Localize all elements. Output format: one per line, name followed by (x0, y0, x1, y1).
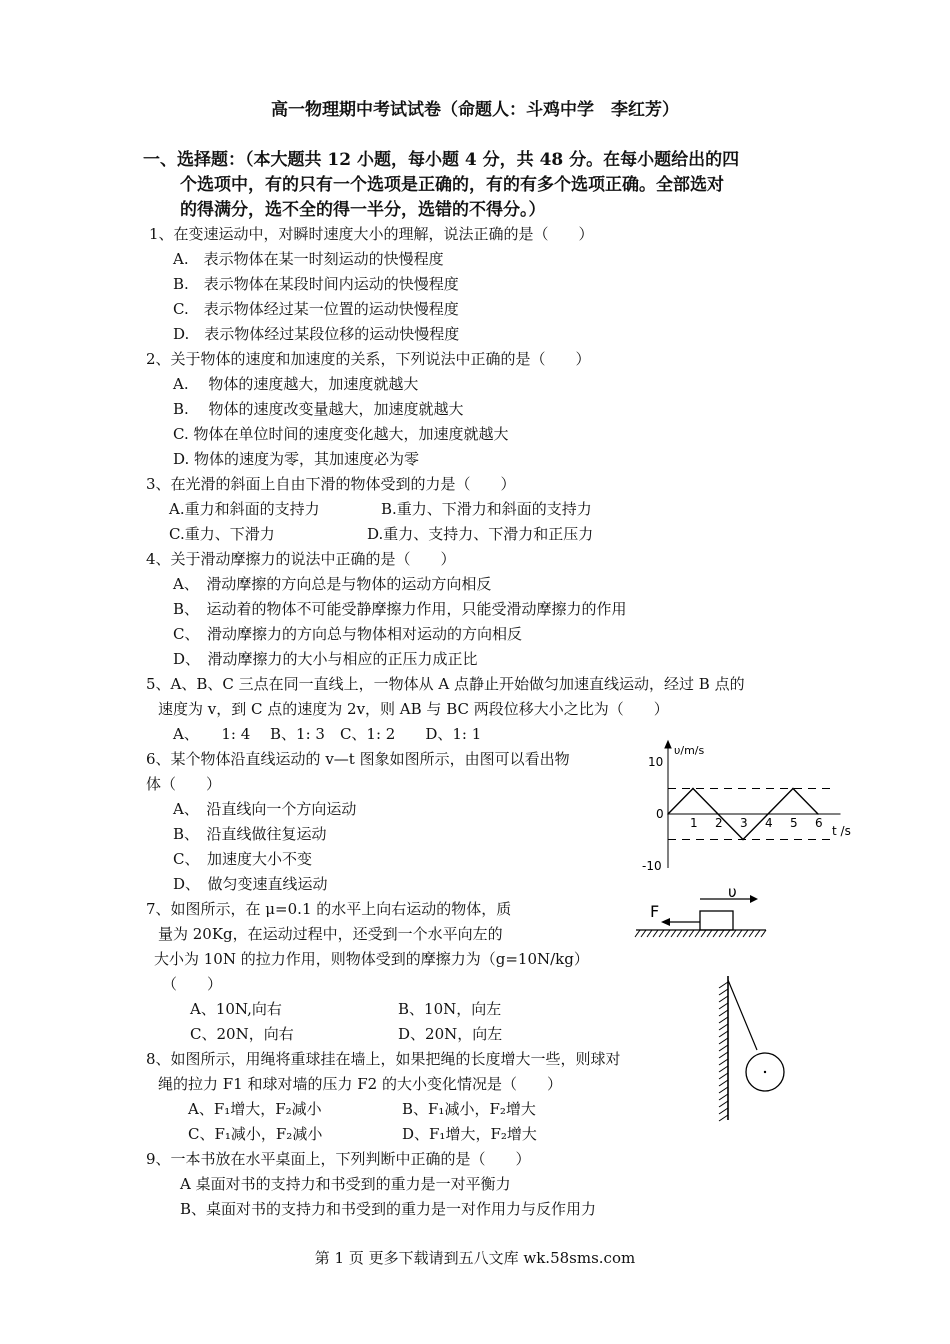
force-arrow-head (661, 918, 670, 926)
q6-stem-line2: 体（ ） (146, 775, 222, 793)
q2-option-c: C. 物体在单位时间的速度变化越大，加速度就越大 (173, 425, 509, 443)
q2-option-b: B. 物体的速度改变量越大，加速度就越大 (173, 400, 464, 418)
q8-option-b: B、F₁减小，F₂增大 (402, 1100, 536, 1118)
q9-stem: 9、一本书放在水平桌面上，下列判断中正确的是（ ） (146, 1150, 531, 1168)
vt-data-point (792, 788, 794, 790)
q4-option-a: A、 滑动摩擦的方向总是与物体的运动方向相反 (173, 575, 492, 593)
hatch-line (635, 930, 640, 937)
q7-option-c: C、20N，向右 (190, 1025, 294, 1043)
q6-option-c: C、 加速度大小不变 (173, 850, 312, 868)
hatch-line (707, 930, 712, 937)
q3-option-d: D.重力、支持力、下滑力和正压力 (367, 525, 594, 543)
block-force-figure (632, 883, 772, 943)
hatch-line (719, 1017, 728, 1023)
q7-stem-line2: 量为 20Kg，在运动过程中，还受到一个水平向左的 (158, 925, 503, 943)
velocity-arrow-head (750, 895, 758, 903)
vt-data-point (742, 839, 744, 841)
hatch-line (719, 996, 728, 1002)
q7-stem-line4: （ ） (162, 975, 223, 993)
hatch-line (719, 1045, 728, 1051)
hatch-line (749, 930, 754, 937)
vt-y-axis-arrow (665, 741, 671, 748)
q4-option-d: D、 滑动摩擦力的大小与相应的正压力成正比 (173, 650, 478, 668)
q7-stem-line1: 7、如图所示，在 μ=0.1 的水平上向右运动的物体，质 (146, 900, 512, 918)
q8-option-c: C、F₁减小，F₂减小 (188, 1125, 323, 1143)
hatch-line (719, 1066, 728, 1072)
hatch-line (719, 1052, 728, 1058)
q6-option-a: A、 沿直线向一个方向运动 (173, 800, 357, 818)
ball-center-dot (764, 1071, 766, 1073)
hatch-line (731, 930, 736, 937)
q3-option-a: A.重力和斜面的支持力 (169, 500, 320, 518)
vt-y-tick-neg10: -10 (642, 859, 662, 873)
hatch-line (641, 930, 646, 937)
q7-option-d: D、20N，向左 (398, 1025, 503, 1043)
force-label: F (650, 902, 660, 921)
hatch-line (719, 930, 724, 937)
q4-stem: 4、关于滑动摩擦力的说法中正确的是（ ） (146, 550, 456, 568)
vt-data-point (717, 813, 719, 815)
hatch-line (719, 1003, 728, 1009)
wall-hatch (719, 982, 728, 1121)
hatch-line (719, 1031, 728, 1037)
vt-data-point (667, 813, 669, 815)
hatch-line (719, 1115, 728, 1121)
section-heading-line2: 个选项中，有的只有一个选项是正确的，有的有多个选项正确。全部选对 (180, 175, 724, 195)
section-heading-line1: 一、选择题：（本大题共 12 小题，每小题 4 分，共 48 分。在每小题给出的四 (143, 150, 740, 170)
rope (728, 980, 757, 1050)
vt-x-tick-6: 6 (815, 816, 823, 830)
vt-x-tick-2: 2 (715, 816, 723, 830)
q3-option-c: C.重力、下滑力 (169, 525, 275, 543)
hatch-line (719, 1059, 728, 1065)
q1-option-b: B. 表示物体在某段时间内运动的快慢程度 (173, 275, 459, 293)
page-title: 高一物理期中考试试卷（命题人：斗鸡中学 李红芳） (271, 100, 679, 120)
hatch-line (719, 1024, 728, 1030)
q7-option-a: A、10N,向右 (190, 1000, 282, 1018)
vt-x-tick-5: 5 (790, 816, 798, 830)
vt-x-axis-label: t /s (832, 824, 851, 838)
q1-stem: 1、在变速运动中，对瞬时速度大小的理解，说法正确的是（ ） (149, 225, 594, 243)
q5-stem-line1: 5、A、B、C 三点在同一直线上，一物体从 A 点静止开始做匀加速直线运动，经过 B 点的 (146, 675, 745, 693)
q6-option-b: B、 沿直线做往复运动 (173, 825, 327, 843)
hatch-line (719, 989, 728, 995)
q7-stem-line3: 大小为 10N 的拉力作用，则物体受到的摩擦力为（g=10N/kg） (154, 950, 589, 968)
page-footer: 第 1 页 更多下载请到五八文库 wk.58sms.com (314, 1249, 636, 1267)
block (700, 911, 733, 930)
q8-option-a: A、F₁增大，F₂减小 (188, 1100, 322, 1118)
q8-stem-line1: 8、如图所示，用绳将重球挂在墙上，如果把绳的长度增大一些，则球对 (146, 1050, 621, 1068)
vt-x-tick-3: 3 (740, 816, 748, 830)
hatch-line (701, 930, 706, 937)
hatch-line (719, 1087, 728, 1093)
hatch-line (719, 1038, 728, 1044)
hatch-line (743, 930, 748, 937)
section-heading-line3: 的得满分，选不全的得一半分，选错的不得分。） (180, 200, 546, 220)
hatch-line (719, 1073, 728, 1079)
q3-stem: 3、在光滑的斜面上自由下滑的物体受到的力是（ ） (146, 475, 516, 493)
q9-option-a: A 桌面对书的支持力和书受到的重力是一对平衡力 (180, 1175, 511, 1193)
q2-stem: 2、关于物体的速度和加速度的关系，下列说法中正确的是（ ） (146, 350, 591, 368)
q9-option-b: B、桌面对书的支持力和书受到的重力是一对作用力与反作用力 (180, 1200, 597, 1218)
q4-option-c: C、 滑动摩擦力的方向总与物体相对运动的方向相反 (173, 625, 522, 643)
hatch-line (719, 1010, 728, 1016)
hatch-line (659, 930, 664, 937)
hatch-line (677, 930, 682, 937)
q1-option-d: D. 表示物体经过某段位移的运动快慢程度 (173, 325, 460, 343)
hatch-line (653, 930, 658, 937)
q5-options: A、 1: 4 B、1: 3 C、1: 2 D、1: 1 (173, 725, 482, 743)
vt-x-tick-1: 1 (690, 816, 698, 830)
hatch-line (683, 930, 688, 937)
vt-data-point (767, 813, 769, 815)
q3-option-b: B.重力、下滑力和斜面的支持力 (381, 500, 592, 518)
hatch-line (713, 930, 718, 937)
hatch-line (755, 930, 760, 937)
hatch-line (719, 1094, 728, 1100)
q4-option-b: B、 运动着的物体不可能受静摩擦力作用，只能受滑动摩擦力的作用 (173, 600, 627, 618)
q5-stem-line2: 速度为 v，到 C 点的速度为 2v，则 AB 与 BC 两段位移大小之比为（ ） (158, 700, 669, 718)
hatch-line (719, 1108, 728, 1114)
hatch-line (689, 930, 694, 937)
hatch-line (665, 930, 670, 937)
velocity-label: υ (728, 883, 737, 901)
hatch-line (719, 982, 728, 988)
hatch-line (671, 930, 676, 937)
q7-option-b: B、10N，向左 (398, 1000, 502, 1018)
q2-option-a: A. 物体的速度越大，加速度就越大 (173, 375, 419, 393)
vt-graph-figure (640, 738, 851, 873)
q8-stem-line2: 绳的拉力 F1 和球对墙的压力 F2 的大小变化情况是（ ） (158, 1075, 562, 1093)
vt-y-axis-label: υ/m/s (674, 744, 705, 757)
hatch-line (725, 930, 730, 937)
q6-option-d: D、 做匀变速直线运动 (173, 875, 328, 893)
vt-data-point (817, 813, 819, 815)
wall-ball-figure (705, 972, 805, 1122)
hatch-line (695, 930, 700, 937)
q1-option-c: C. 表示物体经过某一位置的运动快慢程度 (173, 300, 459, 318)
hatch-line (719, 1080, 728, 1086)
hatch-line (719, 1101, 728, 1107)
q2-option-d: D. 物体的速度为零，其加速度必为零 (173, 450, 420, 468)
hatch-line (647, 930, 652, 937)
ground-hatch (635, 930, 766, 937)
vt-y-tick-10: 10 (648, 755, 664, 769)
q1-option-a: A. 表示物体在某一时刻运动的快慢程度 (173, 250, 444, 268)
vt-y-tick-0: 0 (656, 807, 664, 821)
hatch-line (761, 930, 766, 937)
vt-x-tick-4: 4 (765, 816, 773, 830)
vt-data-point (692, 788, 694, 790)
q8-option-d: D、F₁增大，F₂增大 (402, 1125, 537, 1143)
hatch-line (737, 930, 742, 937)
q6-stem-line1: 6、某个物体沿直线运动的 v—t 图象如图所示，由图可以看出物 (146, 750, 570, 768)
